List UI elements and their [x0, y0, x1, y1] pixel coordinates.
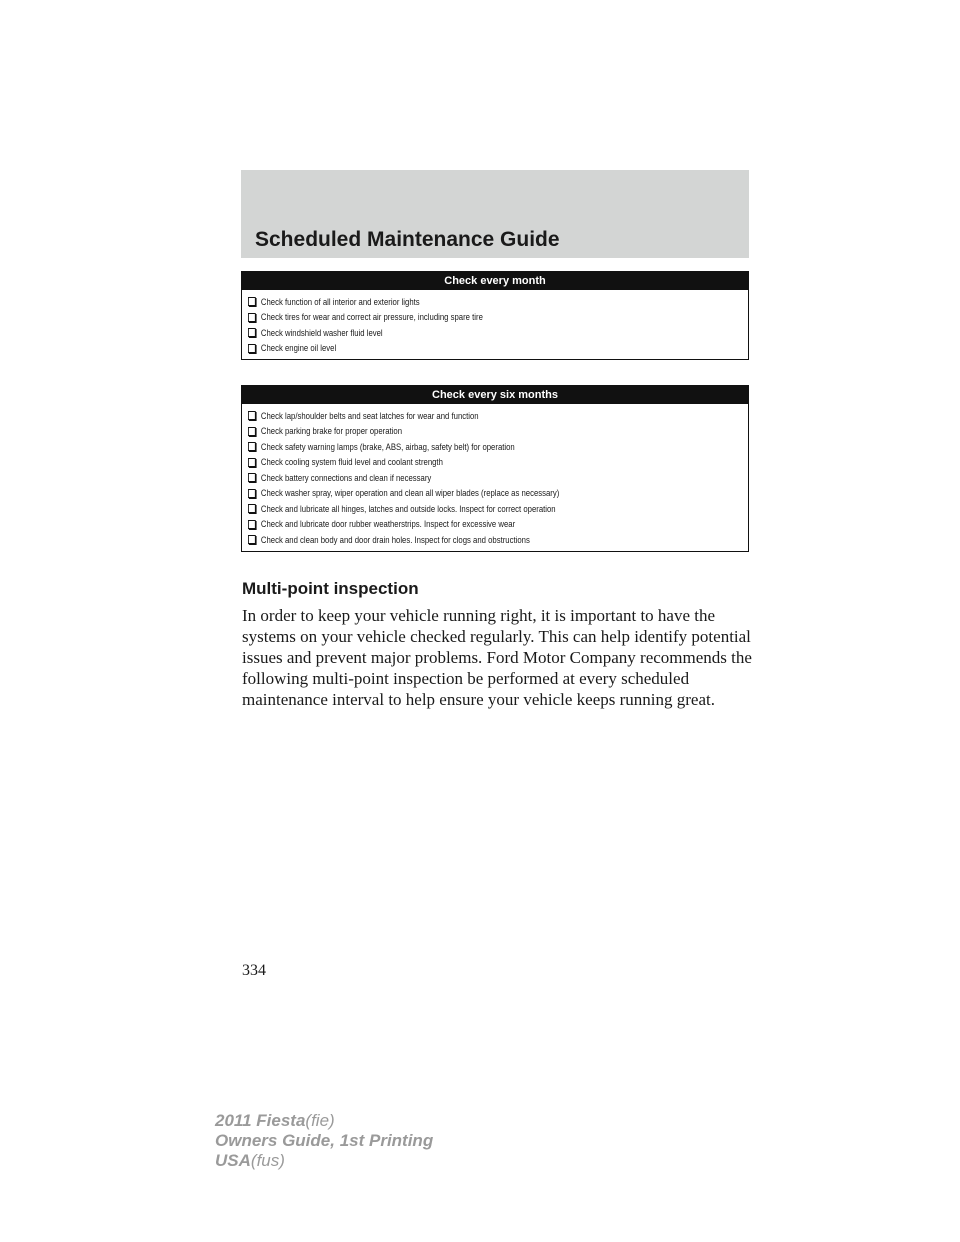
monthly-checklist-title: Check every month	[242, 272, 748, 290]
footer-market: USA	[215, 1151, 251, 1170]
checkbox-icon	[248, 427, 256, 436]
checkbox-icon	[248, 504, 256, 513]
checklist-item-label: Check cooling system fluid level and coolant strength	[260, 457, 443, 468]
body-paragraph: In order to keep your vehicle running right, it is important to have the systems on your vehicle checked regularly. This can help identify potential issues and prevent major problems. Ford Motor Company recommends the following multi-point inspection be performed at every scheduled maintenance interval to help ensure your vehicle keeps running great.	[242, 606, 752, 709]
checkbox-icon	[248, 442, 256, 451]
page-number: 334	[242, 962, 266, 979]
print-footer	[215, 1111, 433, 1171]
checklist-item-label: Check and lubricate all hinges, latches and outside locks. Inspect for correct operation	[260, 503, 556, 514]
checkbox-icon	[248, 473, 256, 482]
checklist-item	[248, 294, 673, 310]
checklist-item	[248, 424, 673, 440]
checklist-item	[248, 408, 673, 424]
checkbox-icon	[248, 520, 256, 529]
checklist-item	[248, 310, 673, 326]
six-month-checklist	[241, 385, 749, 552]
footer-guide: Owners Guide, 1st Printing	[215, 1131, 434, 1150]
checklist-item-label: Check and lubricate door rubber weatherstrips. Inspect for excessive wear	[260, 519, 516, 530]
page-title: Scheduled Maintenance Guide	[255, 228, 560, 251]
checklist-item-label: Check engine oil level	[260, 343, 337, 354]
checkbox-icon	[248, 344, 256, 353]
six-month-checklist-title: Check every six months	[242, 386, 748, 404]
footer-line-model	[215, 1111, 433, 1131]
checklist-item-label: Check battery connections and clean if necessary	[260, 472, 432, 483]
footer-line-guide	[215, 1131, 433, 1151]
footer-line-market	[215, 1151, 433, 1171]
header-band	[241, 170, 749, 258]
section-heading: Multi-point inspection	[242, 579, 419, 598]
checklist-item-label: Check parking brake for proper operation	[260, 426, 403, 437]
checklist-item	[248, 455, 673, 471]
checklist-item-label: Check function of all interior and exterior lights	[260, 296, 420, 307]
checkbox-icon	[248, 535, 256, 544]
checkbox-icon	[248, 458, 256, 467]
monthly-checklist	[241, 271, 749, 360]
checklist-item	[248, 532, 673, 548]
checklist-item	[248, 501, 673, 517]
checklist-item-label: Check and clean body and door drain holes. Inspect for clogs and obstructions	[260, 534, 530, 545]
footer-model-code: (fie)	[305, 1111, 335, 1130]
checklist-item-label: Check windshield washer fluid level	[260, 327, 383, 338]
checklist-item-label: Check safety warning lamps (brake, ABS, airbag, safety belt) for operation	[260, 441, 515, 452]
checkbox-icon	[248, 489, 256, 498]
checklist-item	[248, 341, 673, 357]
checklist-item-label: Check lap/shoulder belts and seat latches for wear and function	[260, 410, 479, 421]
checklist-item	[248, 486, 673, 502]
checkbox-icon	[248, 313, 256, 322]
checkbox-icon	[248, 297, 256, 306]
checkbox-icon	[248, 328, 256, 337]
checklist-item-label: Check tires for wear and correct air pressure, including spare tire	[260, 312, 483, 323]
checkbox-icon	[248, 411, 256, 420]
checklist-item	[248, 470, 673, 486]
checklist-item	[248, 439, 673, 455]
checklist-item	[248, 325, 673, 341]
footer-model: 2011 Fiesta	[215, 1111, 306, 1130]
footer-market-code: (fus)	[250, 1151, 285, 1170]
checklist-item	[248, 517, 673, 533]
checklist-item-label: Check washer spray, wiper operation and clean all wiper blades (replace as necessary)	[260, 488, 560, 499]
